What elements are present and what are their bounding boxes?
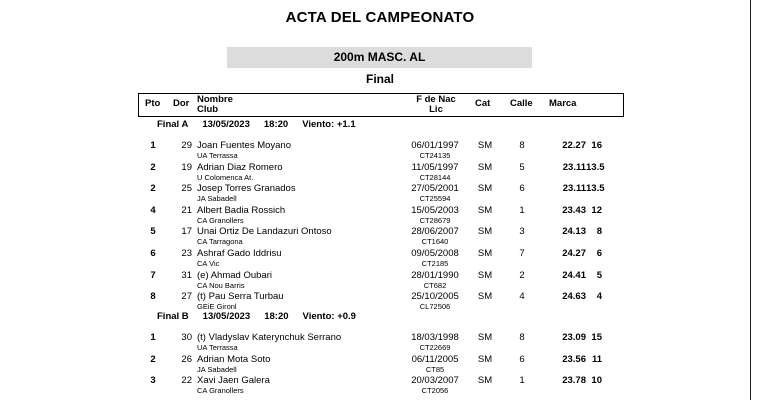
bib-cell: 25 (181, 183, 192, 195)
heat-label: Final A (157, 119, 189, 130)
athlete-name: Adrian Diaz Romero (197, 161, 283, 173)
mark-cell: 23.43 (562, 204, 586, 216)
category-cell: SM (477, 332, 493, 343)
lane-cell: 1 (519, 204, 525, 216)
points-cell: 5 (596, 269, 602, 281)
lane-cell: 6 (519, 183, 525, 195)
table-row (0, 182, 760, 204)
birth-date: 09/05/2008 (411, 248, 459, 259)
points-cell: 8 (596, 226, 602, 238)
birth-date: 25/10/2005 (411, 291, 459, 303)
category-cell: SM (477, 375, 493, 387)
heat-wind: Viento: +0.9 (302, 311, 356, 322)
header-club: Club (197, 104, 219, 115)
license-number: CT682 (423, 280, 447, 290)
birth-date: 06/01/1997 (411, 140, 459, 151)
heat-label: Final B (157, 311, 189, 322)
header-nombre: Nombre (197, 94, 233, 105)
bib-cell: 30 (181, 332, 192, 343)
position-cell: 6 (150, 248, 156, 259)
table-header (138, 93, 624, 117)
category-cell: SM (477, 183, 493, 195)
bib-cell: 27 (181, 291, 192, 303)
mark-cell: 23.09 (562, 332, 586, 343)
points-cell: 16 (591, 140, 602, 151)
table-row (0, 290, 760, 312)
points-cell: 13.5 (586, 183, 605, 195)
license-number: CT2185 (421, 259, 449, 268)
athlete-name: (t) Vladyslav Katerynchuk Serrano (197, 332, 342, 343)
club-name: CA Nou Barris (197, 280, 245, 290)
license-number: CT2056 (421, 386, 449, 396)
lane-cell: 8 (519, 332, 525, 343)
lane-cell: 2 (519, 269, 525, 281)
birth-date: 28/06/2007 (411, 226, 459, 238)
license-number: CT28144 (419, 172, 451, 182)
table-row (0, 331, 760, 353)
position-cell: 7 (150, 269, 156, 281)
mark-cell: 24.13 (562, 226, 586, 238)
position-cell: 2 (150, 183, 156, 195)
license-number: CT22669 (419, 343, 451, 352)
club-name: CA Vic (197, 259, 220, 268)
birth-date: 06/11/2005 (411, 353, 459, 365)
header-lic: Lic (429, 104, 443, 115)
table-row (0, 204, 760, 226)
points-cell: 4 (596, 291, 602, 303)
table-row (0, 139, 760, 161)
position-cell: 4 (150, 204, 156, 216)
club-name: CA Granollers (197, 215, 244, 225)
lane-cell: 7 (519, 248, 525, 259)
position-cell: 2 (150, 353, 156, 365)
header-calle: Calle (510, 98, 533, 109)
heat-date: 13/05/2023 (202, 311, 251, 322)
points-cell: 11 (591, 353, 602, 365)
header-fdenac: F de Nac (416, 94, 456, 105)
phase-title: Final (365, 72, 394, 86)
club-name: U Colomenca At. (197, 172, 254, 182)
header-marca: Marca (549, 98, 577, 109)
athlete-name: Ashraf Gado Iddrisu (197, 248, 282, 259)
bib-cell: 19 (181, 161, 192, 173)
birth-date: 20/03/2007 (411, 375, 459, 387)
table-row (0, 247, 760, 269)
position-cell: 3 (150, 375, 156, 387)
lane-cell: 3 (519, 226, 525, 238)
category-cell: SM (477, 353, 493, 365)
bib-cell: 26 (181, 353, 192, 365)
position-cell: 8 (150, 291, 156, 303)
athlete-name: (e) Ahmad Oubari (197, 269, 272, 281)
position-cell: 2 (150, 161, 156, 173)
heat-wind: Viento: +1.1 (302, 119, 356, 130)
athlete-name: Joan Fuentes Moyano (197, 140, 292, 151)
table-row (0, 269, 760, 291)
birth-date: 27/05/2001 (411, 183, 459, 195)
club-name: CA Granollers (197, 386, 244, 396)
bib-cell: 29 (181, 140, 192, 151)
athlete-name: Xavi Jaen Galera (197, 375, 270, 387)
event-name: 200m MASC. AL (227, 47, 532, 68)
heat-time: 18:20 (264, 311, 289, 322)
bib-cell: 31 (181, 269, 192, 281)
athlete-name: Albert Badia Rossich (197, 204, 286, 216)
bib-cell: 23 (181, 248, 192, 259)
club-name: GEiE Gironl (197, 302, 237, 312)
points-cell: 13.5 (586, 161, 605, 173)
category-cell: SM (477, 248, 493, 259)
birth-date: 18/03/1998 (411, 332, 459, 343)
heat-date: 13/05/2023 (202, 119, 250, 130)
bib-cell: 21 (181, 204, 192, 216)
athlete-name: Adrian Mota Soto (197, 353, 271, 365)
heat-time: 18:20 (263, 119, 289, 130)
lane-cell: 6 (519, 353, 525, 365)
header-dor: Dor (173, 98, 190, 109)
mark-cell: 24.63 (562, 291, 586, 303)
birth-date: 28/01/1990 (411, 269, 459, 281)
license-number: CT85 (425, 364, 445, 374)
position-cell: 5 (150, 226, 156, 238)
category-cell: SM (477, 269, 493, 281)
club-name: CA Tarragona (197, 237, 243, 247)
license-number: CT1640 (421, 237, 449, 247)
birth-date: 11/05/1997 (411, 161, 459, 173)
mark-cell: 24.27 (562, 248, 586, 259)
heat-header (157, 119, 370, 130)
bib-cell: 22 (181, 375, 192, 387)
position-cell: 1 (150, 140, 156, 151)
mark-cell: 24.41 (562, 269, 586, 281)
license-number: CT28679 (419, 215, 451, 225)
category-cell: SM (477, 161, 493, 173)
category-cell: SM (477, 140, 493, 151)
lane-cell: 5 (519, 161, 525, 173)
header-pto: Pto (145, 98, 161, 109)
lane-cell: 8 (519, 140, 525, 151)
points-cell: 15 (591, 332, 602, 343)
mark-cell: 23.11 (562, 183, 586, 195)
license-number: CT24135 (419, 151, 451, 160)
category-cell: SM (477, 226, 493, 238)
club-name: JA Sabadell (197, 194, 237, 204)
club-name: UA Terrassa (197, 343, 238, 352)
category-cell: SM (477, 204, 493, 216)
table-row (0, 225, 760, 247)
athlete-name: Josep Torres Granados (197, 183, 296, 195)
license-number: CT25594 (419, 194, 451, 204)
lane-cell: 4 (519, 291, 525, 303)
table-row (0, 353, 760, 375)
document-title: ACTA DEL CAMPEONATO (285, 9, 475, 26)
table-row (0, 374, 760, 396)
athlete-name: (t) Pau Serra Turbau (197, 291, 284, 303)
points-cell: 10 (591, 375, 602, 387)
mark-cell: 22.27 (562, 140, 586, 151)
mark-cell: 23.78 (562, 375, 586, 387)
mark-cell: 23.56 (562, 353, 586, 365)
table-row (0, 161, 760, 183)
club-name: UA Terrassa (197, 151, 238, 160)
points-cell: 12 (591, 204, 602, 216)
birth-date: 15/05/2003 (411, 204, 459, 216)
mark-cell: 23.11 (562, 161, 586, 173)
position-cell: 1 (150, 332, 156, 343)
license-number: CL72506 (419, 302, 451, 312)
bib-cell: 17 (181, 226, 192, 238)
lane-cell: 1 (519, 375, 525, 387)
header-cat: Cat (475, 98, 491, 109)
points-cell: 6 (596, 248, 602, 259)
athlete-name: Unai Ortiz De Landazuri Ontoso (197, 226, 332, 238)
category-cell: SM (477, 291, 493, 303)
club-name: JA Sabadell (197, 364, 237, 374)
heat-header (157, 311, 370, 322)
